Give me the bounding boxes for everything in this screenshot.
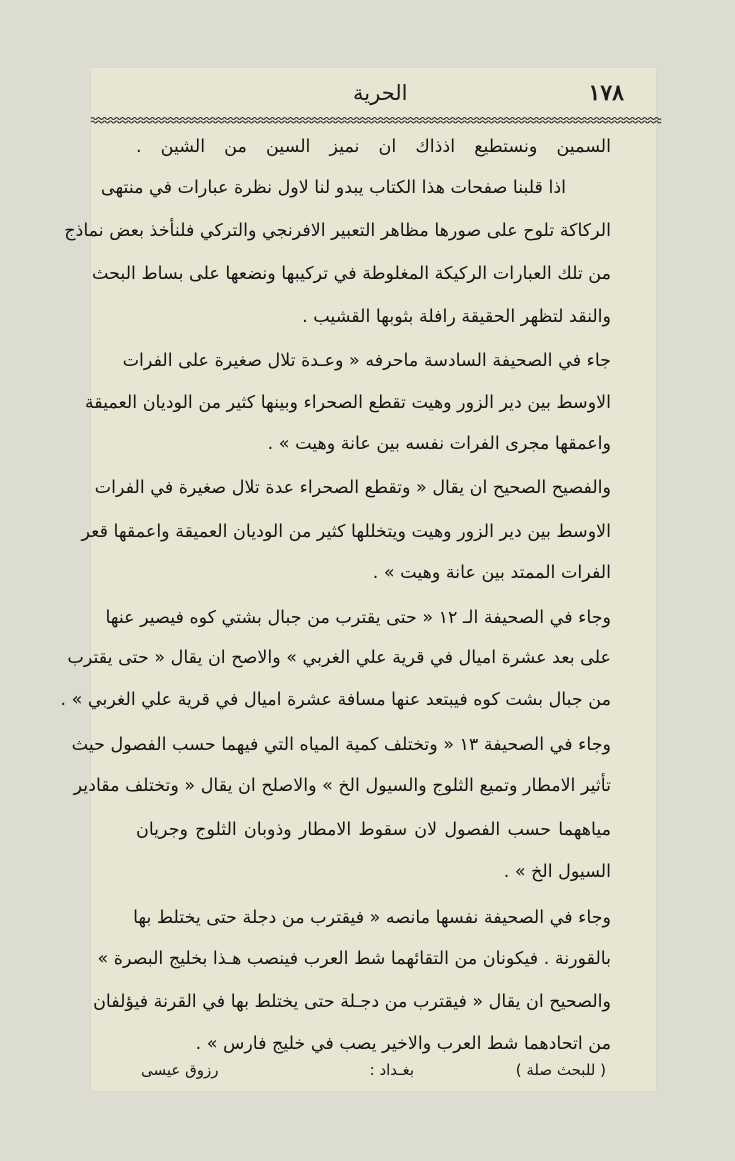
continued-note: ( للبحث صلة ) — [515, 1061, 606, 1079]
text-line: والصحيح ان يقال « فيقترب من دجـلة حتى يختلط بها في القرنة فيؤلفان — [93, 992, 611, 1012]
text-line: من اتحادهما شط العرب والاخير يصب في خليج فارس » . — [195, 1034, 611, 1054]
text-line: الركاكة تلوح على صورها مظاهر التعبير الافرنجي والتركي فلنأخذ بعض نماذج — [64, 221, 611, 241]
running-title: الحرية — [353, 81, 408, 105]
page-number: ١٧٨ — [588, 80, 624, 106]
text-line: من تلك العبارات الركيكة المغلوطة في تركيبها ونضعها على بساط البحث — [91, 264, 611, 284]
place-label: بغـداد : — [369, 1061, 414, 1079]
text-line: واعمقها مجرى الفرات نفسه بين عانة وهيت » . — [267, 434, 611, 454]
text-line: على بعد عشرة اميال في قرية علي الغربي » والاصح ان يقال « حتى يقترب — [67, 648, 611, 668]
text-line: بالقورنة . فيكونان من التقائهما شط العرب فينصب هـذا بخليج البصرة » — [97, 949, 611, 969]
text-line: والفصيح الصحيح ان يقال « وتقطع الصحراء عدة تلال صغيرة في الفرات — [94, 478, 611, 498]
text-line: الاوسط بين دير الزور وهيت ويتخللها كثير من الوديان العميقة واعمقها قعر — [81, 522, 611, 542]
text-line: والنقد لتظهر الحقيقة رافلة بثوبها القشيب . — [302, 307, 611, 327]
text-line: السمين ونستطيع اذذاك ان نميز السين من الشين . — [136, 137, 611, 157]
text-line: تأثير الامطار وتميع الثلوج والسيول الخ » والاصلح ان يقال « وتختلف مقادير — [73, 776, 611, 796]
text-line: مياههما حسب الفصول لان سقوط الامطار وذوبان الثلوج وجريان — [136, 820, 611, 840]
wavy-divider — [91, 115, 656, 125]
author-name: رزوق عيسى — [141, 1061, 219, 1079]
text-line: وجاء في الصحيفة ١٣ « وتختلف كمية المياه التي فيهما حسب الفصول حيث — [71, 735, 611, 755]
text-line: الفرات الممتد بين عانة وهيت » . — [372, 563, 611, 583]
text-line: وجاء في الصحيفة الـ ١٢ « حتى يقترب من جبال بشتي كوه فيصير عنها — [105, 608, 611, 628]
text-line: اذا قلبنا صفحات هذا الكتاب يبدو لنا لاول نظرة عبارات في منتهى — [100, 178, 566, 198]
text-line: الاوسط بين دير الزور وهيت تقطع الصحراء وبينها كثير من الوديان العميقة — [84, 393, 611, 413]
text-line: وجاء في الصحيفة نفسها مانصه « فيقترب من دجلة حتى يختلط بها — [133, 908, 611, 928]
book-page — [60, 68, 656, 1091]
text-line: جاء في الصحيفة السادسة ماحرفه « وعـدة تلال صغيرة على الفرات — [122, 351, 611, 371]
article-footer — [91, 1055, 656, 1085]
text-line: السيول الخ » . — [503, 862, 611, 882]
page-header — [91, 78, 656, 114]
text-line: من جبال بشت كوه فيبتعد عنها مسافة عشرة اميال في قرية علي الغربي » . — [60, 690, 611, 710]
